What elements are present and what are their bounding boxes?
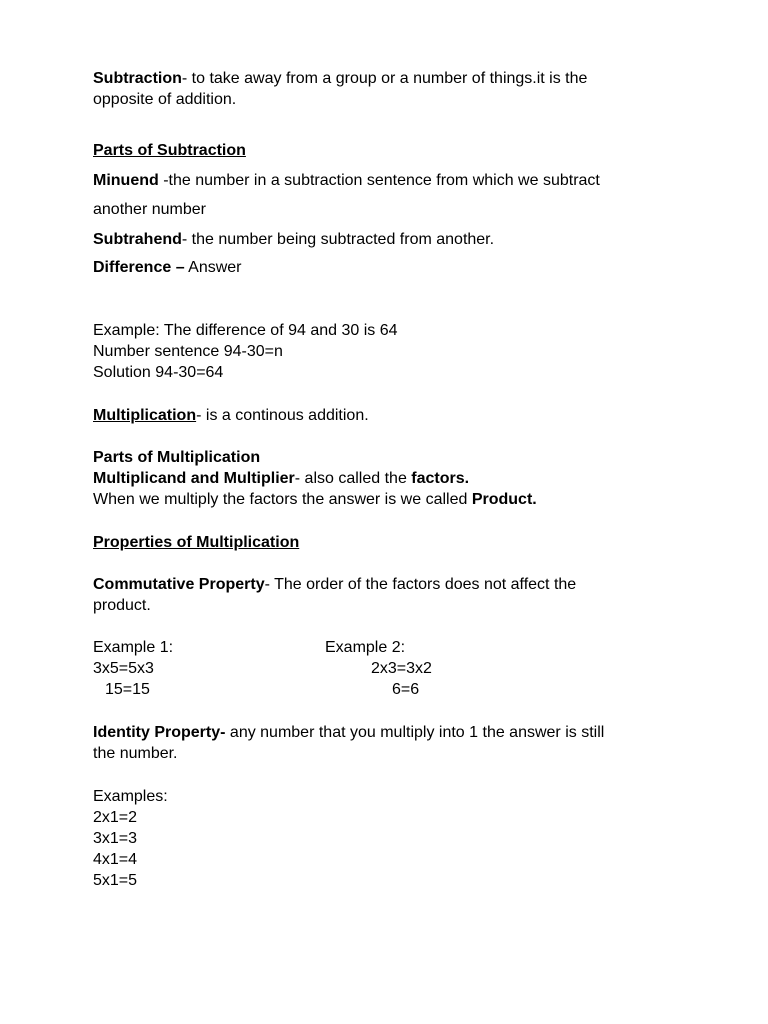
subtraction-term: Subtraction <box>93 70 182 87</box>
identity-example: 4x1=4 <box>93 851 138 868</box>
identity-examples <box>93 786 683 891</box>
example-line-3: Solution 94-30=64 <box>93 364 224 381</box>
minuend-text: -the number in a subtraction sentence from which we subtract <box>158 172 600 189</box>
example2-result: 6=6 <box>392 681 420 698</box>
subtrahend-term: Subtrahend <box>93 231 182 248</box>
example1-equation: 3x5=5x3 <box>93 660 154 677</box>
example-line-1: Example: The difference of 94 and 30 is 64 <box>93 322 398 339</box>
subtraction-definition <box>93 68 683 110</box>
example1-result: 15=15 <box>105 681 150 698</box>
multiplication-definition <box>93 405 683 426</box>
minuend-text-line2: another number <box>93 201 206 218</box>
difference-term: Difference – <box>93 259 185 276</box>
parts-of-multiplication-heading: Parts of Multiplication <box>93 449 261 466</box>
identity-example: 5x1=5 <box>93 872 138 889</box>
difference-text: Answer <box>184 259 242 276</box>
subtraction-example <box>93 320 683 383</box>
identity-example: 2x1=2 <box>93 809 138 826</box>
identity-example: 3x1=3 <box>93 830 138 847</box>
identity-property <box>93 722 683 764</box>
multiplication-text: - is a continous addition. <box>196 407 369 424</box>
identity-text-line2: the number. <box>93 745 178 762</box>
identity-term: Identity Property- <box>93 724 226 741</box>
examples-label: Examples: <box>93 788 168 805</box>
example1-label: Example 1: <box>93 639 174 656</box>
subtraction-text-line2: opposite of addition. <box>93 91 237 108</box>
factors-word: factors. <box>411 470 470 487</box>
subtrahend-definition <box>93 229 683 250</box>
product-word: Product. <box>471 491 537 508</box>
difference-definition <box>93 257 683 278</box>
commutative-text-line2: product. <box>93 597 151 614</box>
commutative-term: Commutative Property <box>93 576 265 593</box>
multiplication-term: Multiplication <box>93 407 197 424</box>
commutative-text: - The order of the factors does not affect the <box>264 576 577 593</box>
subtrahend-text: - the number being subtracted from another. <box>181 231 495 248</box>
commutative-property <box>93 574 683 616</box>
example2-equation: 2x3=3x2 <box>371 660 432 677</box>
identity-text: any number that you multiply into 1 the answer is still <box>225 724 605 741</box>
example-line-2: Number sentence 94-30=n <box>93 343 283 360</box>
parts-of-subtraction-heading: Parts of Subtraction <box>93 142 246 159</box>
parts-of-multiplication <box>93 447 683 510</box>
factors-term: Multiplicand and Multiplier <box>93 470 295 487</box>
example2-label: Example 2: <box>325 639 406 656</box>
subtraction-text: - to take away from a group or a number of things.it is the <box>181 70 588 87</box>
product-text: When we multiply the factors the answer is we called <box>93 491 472 508</box>
properties-heading: Properties of Multiplication <box>93 534 300 551</box>
factors-text: - also called the <box>294 470 412 487</box>
minuend-definition <box>93 170 683 191</box>
minuend-term: Minuend <box>93 172 159 189</box>
